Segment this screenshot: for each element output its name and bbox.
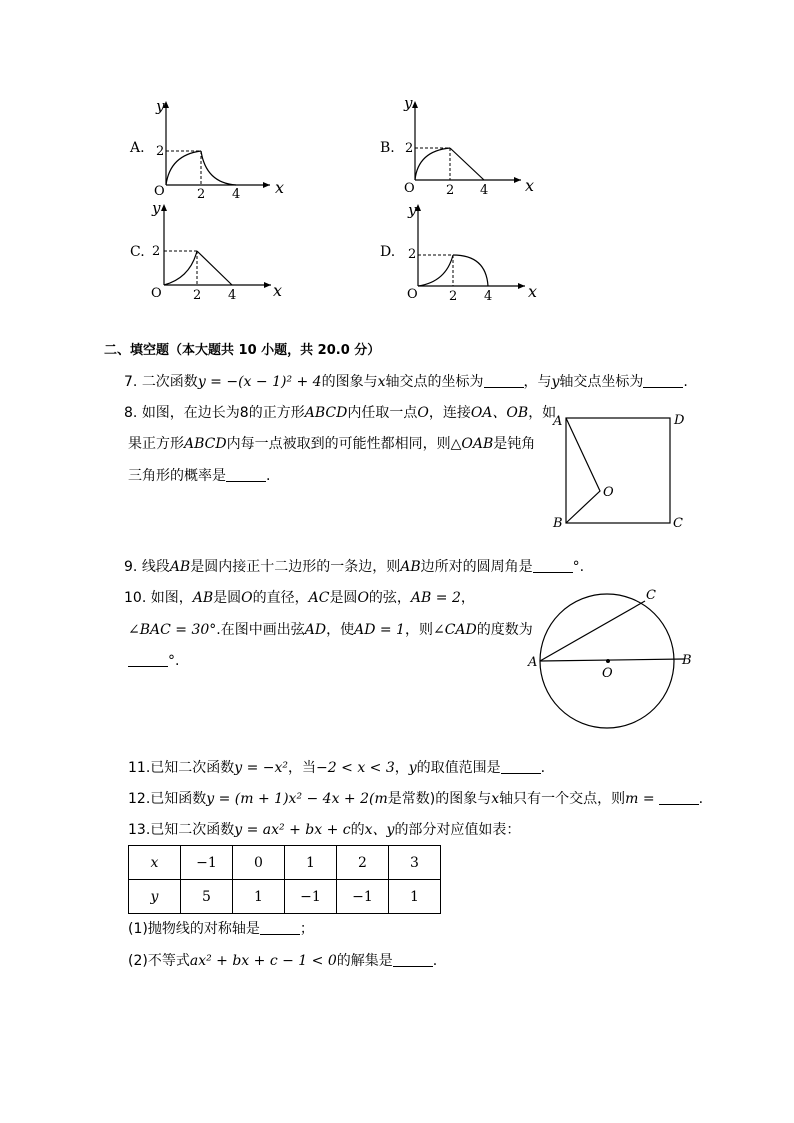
table-cell: 1 xyxy=(285,846,337,880)
math-expression: −2 < x < 3 xyxy=(316,760,395,776)
question-text: (2)不等式 xyxy=(128,953,190,969)
origin-label: O xyxy=(154,184,165,199)
question-text: ，与 xyxy=(523,374,552,390)
question-text: 是圆 xyxy=(329,590,358,606)
square-figure xyxy=(548,405,688,535)
question-13 xyxy=(128,820,520,840)
question-text: 是圆 xyxy=(213,590,242,606)
table-header-cell: y xyxy=(129,880,181,914)
x-axis-label: x xyxy=(275,178,285,197)
value-table xyxy=(128,845,441,914)
table-cell: 0 xyxy=(233,846,285,880)
table-cell: 2 xyxy=(337,846,389,880)
math-symbol: y xyxy=(551,374,560,390)
math-symbol: AB xyxy=(192,590,214,606)
vertex-a-label: A xyxy=(553,414,563,429)
question-11 xyxy=(128,758,545,778)
question-text: 线段 xyxy=(141,559,170,575)
answer-blank[interactable] xyxy=(533,558,573,573)
y-tick-label: 2 xyxy=(408,247,417,262)
table-cell: −1 xyxy=(337,880,389,914)
point-o-label: O xyxy=(603,485,614,500)
answer-blank[interactable] xyxy=(484,373,524,388)
option-c-label: C. xyxy=(130,244,145,260)
x-tick-label: 4 xyxy=(484,289,493,303)
math-expression: y = −(x − 1)² + 4 xyxy=(197,374,322,390)
math-symbol: O xyxy=(357,590,369,606)
graph-d xyxy=(378,198,548,303)
graph-a xyxy=(128,95,298,200)
math-symbol: y xyxy=(408,760,417,776)
point-b-label: B xyxy=(682,653,692,668)
question-text: 已知二次函数 xyxy=(150,822,235,838)
question-10-line-3 xyxy=(128,651,179,671)
punctuation: ； xyxy=(299,921,314,937)
graph-c-plot xyxy=(128,198,298,303)
option-a-label: A. xyxy=(130,140,145,156)
origin-label: O xyxy=(151,286,162,301)
x-axis-label: x xyxy=(273,281,283,300)
math-expression: ∠BAC = 30° xyxy=(128,622,217,638)
vertex-c-label: C xyxy=(673,516,683,531)
question-text: 如图， xyxy=(150,590,193,606)
punctuation: . xyxy=(216,622,221,638)
math-expression: y = ax² + bx + c xyxy=(234,822,351,838)
graph-a-plot xyxy=(128,95,298,200)
question-text: 二次函数 xyxy=(141,374,198,390)
question-number: 10. xyxy=(124,590,147,606)
question-text: 轴交点坐标为 xyxy=(559,374,644,390)
question-text: 是圆内接正十二边形的一条边，则 xyxy=(190,559,401,575)
question-8-line-2 xyxy=(128,434,535,454)
math-symbol: m xyxy=(374,791,388,807)
x-tick-label: 2 xyxy=(446,183,455,198)
table-cell: 5 xyxy=(181,880,233,914)
question-text: 内每一点被取到的可能性都相同，则 xyxy=(226,436,451,452)
table-cell: 1 xyxy=(233,880,285,914)
x-tick-label: 4 xyxy=(228,288,237,303)
table-cell: −1 xyxy=(181,846,233,880)
math-symbol: x xyxy=(491,791,500,807)
graph-c xyxy=(128,198,298,303)
math-symbol: AD xyxy=(304,622,327,638)
question-8-line-3 xyxy=(128,466,270,486)
answer-blank[interactable] xyxy=(393,952,433,967)
question-9 xyxy=(124,557,584,577)
answer-blank[interactable] xyxy=(260,920,300,935)
question-13-part-1 xyxy=(128,919,314,939)
x-tick-label: 4 xyxy=(480,183,489,198)
option-b-label: B. xyxy=(380,140,395,156)
question-10-line-2 xyxy=(128,620,533,640)
vertex-d-label: D xyxy=(674,413,685,428)
answer-blank[interactable] xyxy=(226,467,266,482)
question-text: 在图中画出弦 xyxy=(220,622,305,638)
point-a-label: A xyxy=(528,655,538,670)
vertex-b-label: B xyxy=(553,516,563,531)
punctuation: . xyxy=(540,760,546,776)
math-expression: AD = 1 xyxy=(354,622,405,638)
y-tick-label: 2 xyxy=(156,144,165,159)
question-number: 7. xyxy=(124,374,138,390)
question-text: 是常数)的图象与 xyxy=(387,791,492,807)
punctuation: . xyxy=(683,374,688,390)
punctuation: °. xyxy=(168,653,180,669)
question-text: 的度数为 xyxy=(476,622,533,638)
question-text: ，则 xyxy=(404,622,433,638)
x-tick-label: 2 xyxy=(197,187,206,200)
y-tick-label: 2 xyxy=(405,141,414,156)
question-text: 是钝角 xyxy=(493,436,536,452)
answer-blank[interactable] xyxy=(643,373,683,388)
punctuation: ， xyxy=(460,590,475,606)
question-12 xyxy=(128,789,703,809)
math-expression: ∠CAD xyxy=(432,622,477,638)
question-7 xyxy=(124,372,688,392)
question-text: ，连接 xyxy=(428,405,471,421)
y-axis-label: y xyxy=(156,97,165,115)
question-10-line-1 xyxy=(124,588,475,608)
math-symbol: x xyxy=(377,374,386,390)
table-cell: 1 xyxy=(389,880,441,914)
question-text: 已知函数 xyxy=(150,791,207,807)
math-symbol: ABCD xyxy=(304,405,348,421)
punctuation: ， xyxy=(394,760,409,776)
x-tick-label: 2 xyxy=(449,289,458,303)
y-axis-label: y xyxy=(404,95,413,112)
question-text: ，如 xyxy=(528,405,557,421)
question-number: 9. xyxy=(124,559,138,575)
math-expression: y = −x² xyxy=(234,760,289,776)
question-8-line-1 xyxy=(124,403,556,423)
center-o-label: O xyxy=(602,666,613,681)
question-number: 8. xyxy=(124,405,138,421)
x-axis-label: x xyxy=(528,282,538,301)
math-expression: y = (m + 1)x² − 4x + 2( xyxy=(206,791,375,807)
graph-d-plot xyxy=(378,198,548,303)
answer-blank[interactable] xyxy=(659,790,699,805)
origin-label: O xyxy=(404,181,415,196)
question-text: 的直径， xyxy=(252,590,309,606)
table-cell: 3 xyxy=(389,846,441,880)
math-symbol: AB xyxy=(169,559,191,575)
x-tick-label: 2 xyxy=(193,288,202,303)
math-expression: m = xyxy=(625,791,655,807)
graph-b-plot xyxy=(378,95,548,200)
question-text: (1)抛物线的对称轴是 xyxy=(128,921,260,937)
question-text: 轴交点的坐标为 xyxy=(385,374,484,390)
question-text: 已知二次函数 xyxy=(150,760,235,776)
math-symbol: AC xyxy=(308,590,330,606)
question-text: 轴只有一个交点，则 xyxy=(499,791,626,807)
question-text: 如图，在边长为8的正方形 xyxy=(141,405,305,421)
y-tick-label: 2 xyxy=(152,244,161,259)
question-number: 11. xyxy=(128,760,151,776)
table-cell: −1 xyxy=(285,880,337,914)
punctuation: . xyxy=(432,953,438,969)
question-text: 的部分对应值如表： xyxy=(394,822,521,838)
graph-b xyxy=(378,95,548,200)
question-text: 果正方形 xyxy=(128,436,184,452)
section-title: 二、填空题（本大题共 10 小题，共 20.0 分） xyxy=(104,343,381,358)
question-text: 边所对的圆周角是 xyxy=(420,559,533,575)
punctuation: °. xyxy=(572,559,585,575)
y-axis-label: y xyxy=(152,199,161,217)
math-symbol: O xyxy=(241,590,253,606)
math-expression: OA、OB xyxy=(470,405,529,421)
math-symbol: x、y xyxy=(364,822,395,838)
answer-blank[interactable] xyxy=(501,759,541,774)
circle-figure xyxy=(522,583,702,733)
answer-blank[interactable] xyxy=(128,652,168,667)
math-expression: AB = 2 xyxy=(410,590,461,606)
question-text: 的解集是 xyxy=(336,953,393,969)
table-header-cell: x xyxy=(129,846,181,880)
x-tick-label: 4 xyxy=(232,187,241,200)
punctuation: . xyxy=(266,468,271,484)
question-text: ，使 xyxy=(326,622,355,638)
question-text: 的弦， xyxy=(368,590,411,606)
origin-label: O xyxy=(407,287,418,302)
math-symbol: ABCD xyxy=(184,436,227,452)
question-text: ，当 xyxy=(288,760,317,776)
question-text: 的图象与 xyxy=(321,374,378,390)
math-expression: △OAB xyxy=(450,436,494,452)
punctuation: . xyxy=(698,791,704,807)
table-row xyxy=(129,880,441,914)
question-text: 内任取一点 xyxy=(347,405,418,421)
question-number: 12. xyxy=(128,791,151,807)
option-d-label: D. xyxy=(380,244,396,260)
math-expression: ax² + bx + c − 1 < 0 xyxy=(189,953,337,969)
x-axis-label: x xyxy=(525,176,535,195)
question-13-part-2 xyxy=(128,951,437,971)
y-axis-label: y xyxy=(408,201,417,219)
math-symbol: AB xyxy=(400,559,421,575)
question-text: 三角形的概率是 xyxy=(128,468,226,484)
math-symbol: O xyxy=(417,405,429,421)
table-row xyxy=(129,846,441,880)
question-text: 的 xyxy=(350,822,365,838)
point-c-label: C xyxy=(646,588,656,603)
question-text: 的取值范围是 xyxy=(416,760,501,776)
question-number: 13. xyxy=(128,822,151,838)
